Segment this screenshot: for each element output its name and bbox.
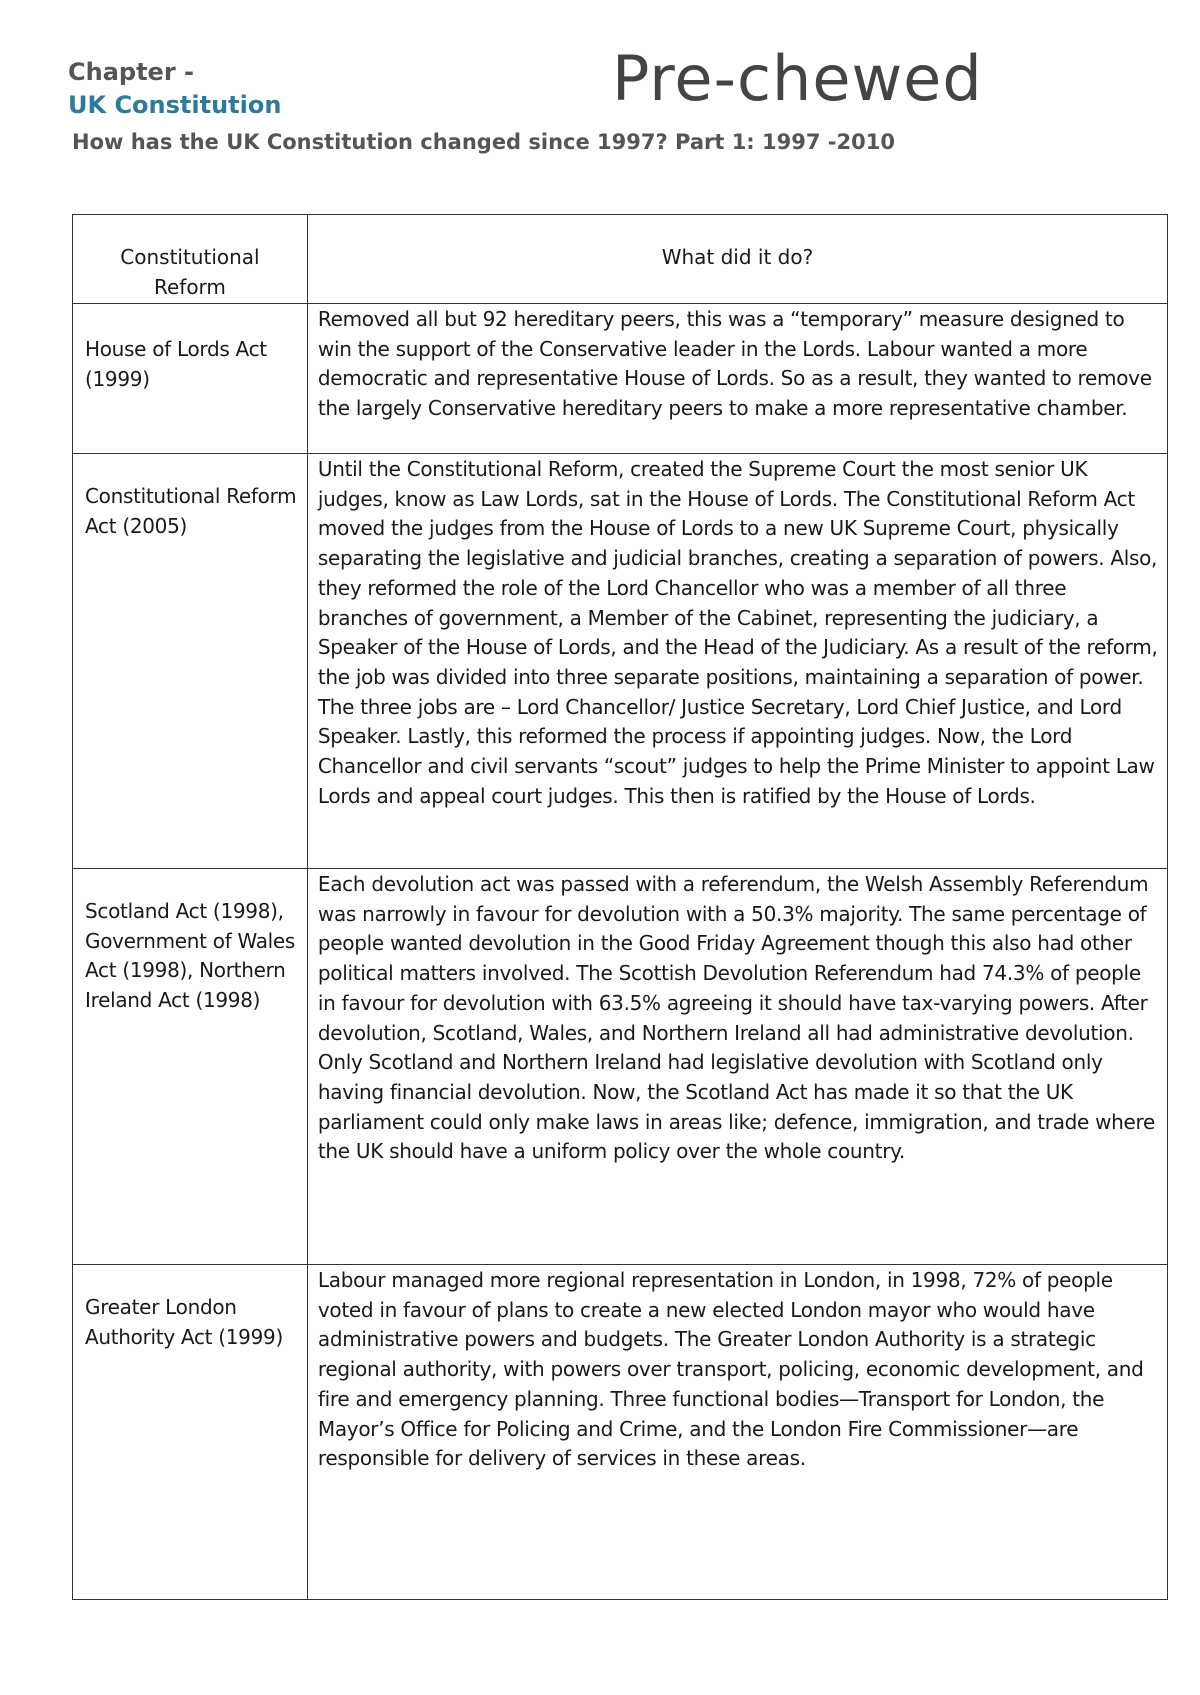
description-cell [307,869,1167,1265]
reform-description: Labour managed more regional representation in London, in 1998, 72% of people voted in favour of plans to create a new elected London mayor who would have administrative powers and budgets. The Greater London Authority is a strategic regional authority, with powers over transport, policing, economic development, and fire and emergency planning. Three functional bodies—Transport for London, the Mayor’s Office for Policing and Crime, and the London Fire Commissioner—are responsible for delivery of services in these areas. [317,1268,1144,1471]
reform-name: Greater London Authority Act (1999) [85,1295,283,1349]
reform-description: Until the Constitutional Reform, created the Supreme Court the most senior UK judges, know as Law Lords, sat in the House of Lords. The Constitutional Reform Act moved the judges from the House of Lords to a new UK Supreme Court, physically separating the legislative and judicial branches, creating a separation of powers. Also, they reformed the role of the Lord Chancellor who was a member of all three branches of government, a Member of the Cabinet, representing the judiciary, a Speaker of the House of Lords, and the Head of the Judiciary. As a result of the reform, the job was divided into three separate positions, maintaining a separation of power. The three jobs are – Lord Chancellor/ Justice Secretary, Lord Chief Justice, and Lord Speaker. Lastly, this reformed the process if appointing judges. Now, the Lord Chancellor and civil servants “scout” judges to help the Prime Minister to appoint Law Lords and appeal court judges. This then is ratified by the House of Lords. [317,457,1158,808]
reform-cell [73,869,308,1265]
column-header-reform-label: Constitutional Reform [120,245,260,299]
page-question: How has the UK Constitution changed since 1997? Part 1: 1997 -2010 [72,130,895,154]
reform-description: Removed all but 92 hereditary peers, this was a “temporary” measure designed to win the support of the Conservative leader in the Lords. Labour wanted a more democratic and representative House of Lords. So as a result, they wanted to remove the largely Conservative hereditary peers to make a more representative chamber. [317,307,1152,421]
table-row [73,869,1168,1265]
column-header-what-label: What did it do? [661,245,814,269]
description-cell [307,1265,1167,1600]
description-cell [307,454,1167,869]
chapter-label: Chapter - [68,58,194,86]
reform-description: Each devolution act was passed with a referendum, the Welsh Assembly Referendum was narrowly in favour for devolution with a 50.3% majority. The same percentage of people wanted devolution in the Good Friday Agreement though this also had other political matters involved. The Scottish Devolution Referendum had 74.3% of people in favour for devolution with 63.5% agreeing it should have tax-varying powers. After devolution, Scotland, Wales, and Northern Ireland all had administrative devolution. Only Scotland and Northern Ireland had legislative devolution with Scotland only having financial devolution. Now, the Scotland Act has made it so that the UK parliament could only make laws in areas like; defence, immigration, and trade where the UK should have a uniform policy over the whole country. [317,872,1156,1164]
table-row [73,454,1168,869]
table-row [73,304,1168,454]
description-cell [307,304,1167,454]
column-header-reform [73,215,308,304]
table-header-row [73,215,1168,304]
brand-title: Pre-chewed [612,42,983,115]
chapter-topic: UK Constitution [68,91,282,119]
reform-name: Constitutional Reform Act (2005) [85,484,297,538]
reform-cell [73,454,308,869]
reform-name: Scotland Act (1998), Government of Wales Act (1998), Northern Ireland Act (1998) [85,899,296,1013]
column-header-what [307,215,1167,304]
reform-name: House of Lords Act (1999) [85,337,267,391]
reform-cell [73,1265,308,1600]
reform-cell [73,304,308,454]
table-row [73,1265,1168,1600]
reform-table [72,214,1168,1600]
